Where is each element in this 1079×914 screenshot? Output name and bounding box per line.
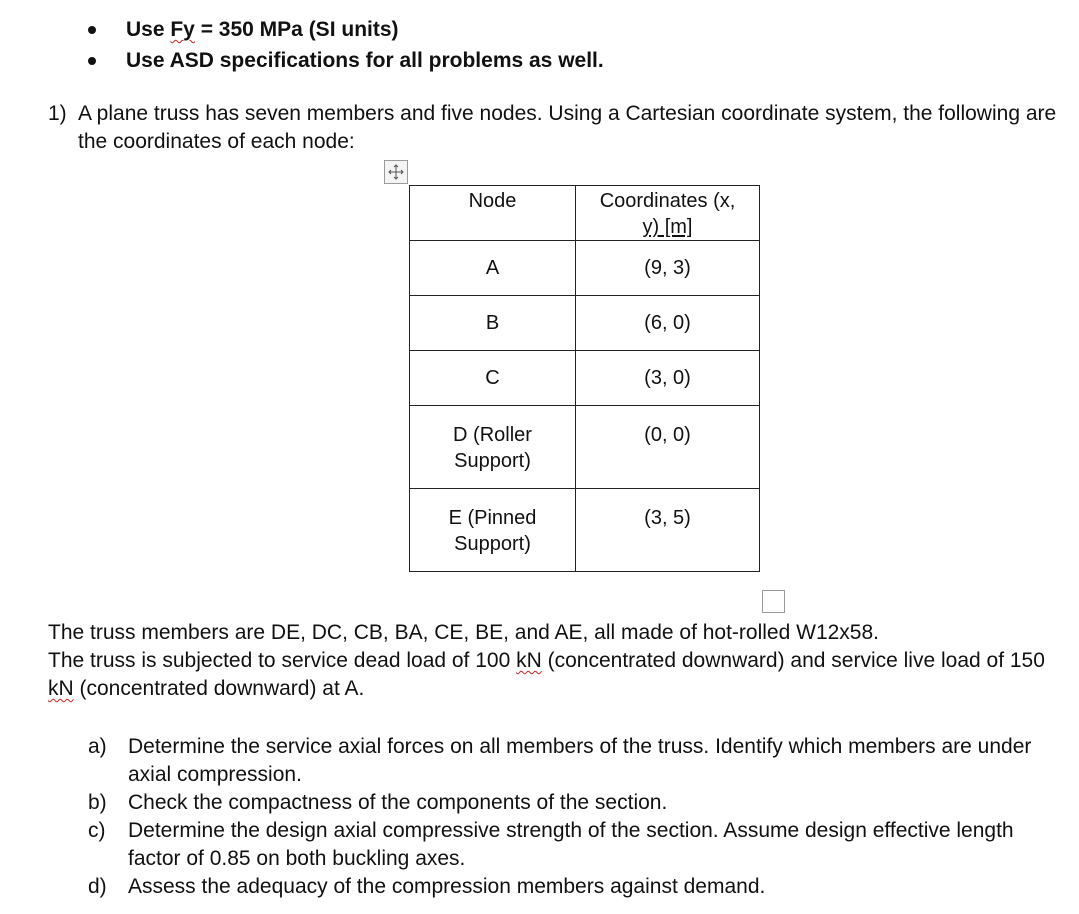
header-coordinates: Coordinates (x, y) [m] [576, 186, 760, 241]
node-cell: A [410, 241, 576, 296]
task-text: Check the compactness of the components of the section. [128, 791, 668, 814]
table-row [410, 406, 760, 489]
requirements-list [88, 14, 604, 76]
question-intro: A plane truss has seven members and five nodes. Using a Cartesian coordinate system, the following are the coordinates of each node: [78, 102, 1057, 153]
task-label: b) [88, 791, 107, 814]
task-text: Determine the service axial forces on all members of the truss. Identify which members are under axial compression. [128, 735, 1032, 786]
table-resize-handle[interactable] [762, 590, 785, 613]
task-item [88, 873, 1048, 901]
task-text: Assess the adequacy of the compression members against demand. [128, 875, 766, 898]
requirement-text: Use Fy = 350 MPa (SI units) [126, 18, 399, 41]
coords-cell: (3, 0) [576, 351, 760, 406]
requirement-item [88, 45, 604, 76]
table-row [410, 296, 760, 351]
table-row [410, 241, 760, 296]
node-cell: D (Roller Support) [410, 406, 576, 489]
node-cell: B [410, 296, 576, 351]
table-row [410, 351, 760, 406]
table-row [410, 489, 760, 572]
task-item [88, 733, 1048, 789]
requirement-text: Use ASD specifications for all problems as well. [126, 49, 604, 72]
coords-cell: (6, 0) [576, 296, 760, 351]
task-label: c) [88, 819, 106, 842]
spellcheck-word[interactable]: kN [48, 677, 74, 700]
node-cell: E (Pinned Support) [410, 489, 576, 572]
table-move-handle-icon[interactable] [384, 160, 408, 184]
spellcheck-word[interactable]: Fy [170, 18, 195, 41]
problem-description [48, 619, 1058, 703]
node-coordinates-table [409, 185, 760, 572]
spellcheck-word[interactable]: kN [516, 649, 542, 672]
requirement-item [88, 14, 604, 45]
task-label: a) [88, 735, 107, 758]
task-label: d) [88, 875, 107, 898]
coords-cell: (3, 5) [576, 489, 760, 572]
task-text: Determine the design axial compressive strength of the section. Assume design effective length factor of 0.85 on both buckling axes. [128, 819, 1014, 870]
task-list [88, 733, 1048, 901]
node-cell: C [410, 351, 576, 406]
header-node: Node [410, 186, 576, 241]
task-item [88, 817, 1048, 873]
description-line: The truss members are DE, DC, CB, BA, CE, BE, and AE, all made of hot-rolled W12x58. [48, 621, 879, 644]
bullet-icon [88, 26, 96, 34]
task-item [88, 789, 1048, 817]
question-number: 1) [48, 102, 67, 125]
coords-cell: (0, 0) [576, 406, 760, 489]
table-header-row [410, 186, 760, 241]
coords-cell: (9, 3) [576, 241, 760, 296]
description-text: The truss is subjected to service dead load of 100 kN (concentrated downward) and service live load of 150 kN (concentrated downward) at A. [48, 649, 1045, 700]
bullet-icon [88, 57, 96, 65]
question-1 [48, 100, 1058, 156]
